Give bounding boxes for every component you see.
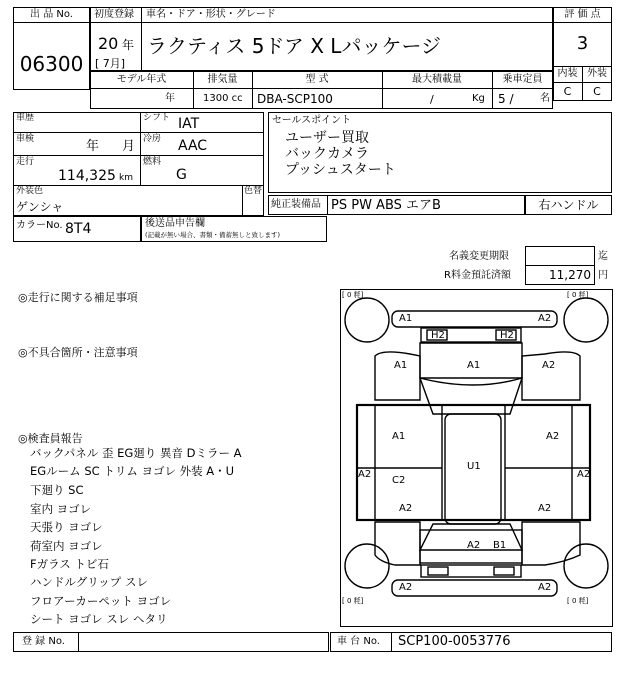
capacity: 5 / — [498, 92, 514, 106]
color-no-value: 8T4 — [65, 221, 92, 237]
rear-fender-right — [522, 522, 580, 565]
report-line: ハンドルグリップ スレ — [30, 575, 148, 589]
grade-label: 評 価 点 — [564, 9, 601, 20]
grade-value: 3 — [576, 33, 589, 54]
mark-door-rear-left: C2 — [392, 475, 406, 486]
mark-front-bumper-right: A2 — [538, 313, 552, 324]
reg-month: [ 7月] — [95, 57, 126, 70]
tail-light-right — [494, 567, 514, 575]
max-load-label: 最大積載量 — [412, 74, 462, 85]
mark-front-bumper-left: A1 — [399, 313, 413, 324]
color-change-label: 色替 — [244, 186, 263, 196]
chassis-value: SCP100-0053776 — [398, 634, 511, 649]
tire-label-rear-right: [ 0 粍] — [567, 597, 589, 605]
mark-roof: U1 — [467, 461, 481, 472]
mileage-value: 114,325 — [58, 168, 116, 184]
inspector-report-label: ◎検査員報告 — [18, 432, 83, 445]
tire-rear-right — [564, 544, 608, 588]
capacity-label: 乗車定員 — [502, 74, 543, 85]
driving-notes-label: ◎走行に関する補足事項 — [18, 291, 138, 304]
mark-back-a2: A2 — [467, 540, 481, 551]
report-line: Fガラス トビ石 — [30, 557, 109, 571]
ac-label: 冷房 — [143, 134, 162, 144]
mark-quarter-rear-right: A2 — [538, 503, 552, 514]
equipment-value: PS PW ABS エアB — [331, 198, 441, 213]
name-change-label: 名義変更期限 — [449, 251, 509, 262]
model-year-label: モデル年式 — [116, 74, 167, 85]
model: DBA-SCP100 — [257, 92, 333, 106]
tail-light-left — [428, 567, 448, 575]
report-line: シート ヨゴレ スレ ヘタリ — [30, 612, 168, 626]
tire-label-rear-left: [ 0 粍] — [342, 597, 364, 605]
report-line: 室内 ヨゴレ — [30, 502, 92, 516]
inspection-month-unit: 月 — [122, 139, 136, 154]
mark-rear-bumper-right: A2 — [538, 582, 552, 593]
mark-headlight-left: H2 — [431, 330, 445, 341]
exterior-label: 外装 — [587, 68, 607, 79]
mark-headlight-right: H2 — [500, 330, 514, 341]
report-line: EGルーム SC トリム ヨゴレ 外装 A・U — [30, 464, 235, 478]
mark-fender-front-left: A1 — [394, 360, 408, 371]
exterior-color-label: 外装色 — [16, 186, 44, 196]
steering-value: 右ハンドル — [538, 198, 599, 212]
recycle-unit: 円 — [598, 270, 608, 281]
name-change-box — [525, 246, 595, 266]
tire-front-left — [345, 298, 389, 342]
shift-label: シフト — [143, 113, 171, 123]
tire-label-front-right: [ 0 粍] — [567, 291, 589, 299]
equipment-label: 純正装備品 — [271, 199, 321, 210]
tire-label-front-left: [ 0 粍] — [342, 291, 364, 299]
report-line: 荷室内 ヨゴレ — [30, 539, 103, 553]
fuel-label: 燃料 — [143, 157, 162, 167]
report-line: フロアーカーペット ヨゴレ — [30, 594, 172, 608]
report-line: 下廻り SC — [30, 483, 84, 497]
mark-rocker-left: A2 — [358, 469, 372, 480]
interior-grade: C — [563, 85, 572, 98]
capacity-unit: 名 — [540, 93, 550, 104]
reg-year: 20 — [98, 34, 119, 53]
mark-fender-front-right: A2 — [542, 360, 556, 371]
name-change-unit: 迄 — [598, 251, 608, 262]
max-load: / — [430, 93, 434, 106]
sales-points-label: セールスポイント — [272, 115, 352, 126]
model-label: 型 式 — [305, 74, 329, 85]
sales-point-3: プッシュスタート — [285, 162, 396, 178]
max-load-unit: Kg — [472, 93, 485, 104]
inspection-label: 車検 — [16, 134, 35, 144]
first-reg-label: 初度登録 — [94, 9, 134, 20]
history-label: 車歴 — [16, 113, 35, 123]
later-declaration-note: (記載が無い場合、書類・備蓄無しと致します) — [145, 231, 281, 239]
car-name-label: 車名・ドア・形状・グレード — [146, 9, 276, 20]
mark-rear-bumper-left: A2 — [399, 582, 413, 593]
sales-point-1: ユーザー買取 — [285, 130, 369, 146]
car-name: ラクティス 5ドア X Lパッケージ — [147, 34, 442, 58]
inspection-year-unit: 年 — [86, 139, 100, 154]
mark-hood: A1 — [467, 360, 481, 371]
car-diagram — [340, 289, 613, 627]
lot-label: 出 品 No. — [30, 9, 73, 20]
rear-fender-left — [375, 522, 420, 565]
recycle-label: R料金預託済額 — [444, 270, 511, 281]
shift-value: IAT — [178, 116, 200, 132]
tire-rear-left — [345, 544, 389, 588]
exterior-grade: C — [593, 85, 601, 98]
mark-back-b1: B1 — [493, 540, 507, 551]
interior-label: 内装 — [557, 68, 578, 79]
reg-no-label: 登 録 No. — [22, 636, 65, 647]
report-line: バックパネル 歪 EG廻り 異音 Dミラー A — [30, 446, 242, 460]
ac-value: AAC — [178, 138, 208, 154]
windshield — [420, 378, 522, 414]
exterior-color-value: ゲンシャ — [16, 200, 64, 214]
recycle-value: 11,270 — [549, 268, 591, 282]
front-bumper — [392, 311, 557, 327]
fuel-value: G — [176, 167, 187, 183]
later-declaration-label: 後送品申告欄 — [145, 218, 205, 229]
mark-quarter-rear-left: A2 — [399, 503, 413, 514]
model-year-unit: 年 — [165, 93, 175, 104]
report-line: 天張り ヨゴレ — [30, 520, 103, 534]
displacement: 1300 cc — [203, 93, 243, 104]
reg-year-unit: 年 — [122, 38, 135, 52]
mark-door-front-right: A2 — [546, 431, 560, 442]
color-no-label: カラーNo. — [16, 220, 63, 231]
mark-door-rear-right: A2 — [577, 469, 591, 480]
mileage-unit: km — [119, 173, 133, 183]
defects-notes-label: ◎不具合箇所・注意事項 — [18, 346, 138, 359]
mileage-label: 走行 — [16, 157, 35, 167]
mark-door-front-left: A1 — [392, 431, 406, 442]
chassis-label: 車 台 No. — [337, 636, 380, 647]
displacement-label: 排気量 — [207, 74, 238, 85]
sales-point-2: バックカメラ — [285, 146, 369, 162]
lot-number: 06300 — [19, 52, 84, 76]
rear-bumper — [392, 580, 557, 596]
tire-front-right — [564, 298, 608, 342]
